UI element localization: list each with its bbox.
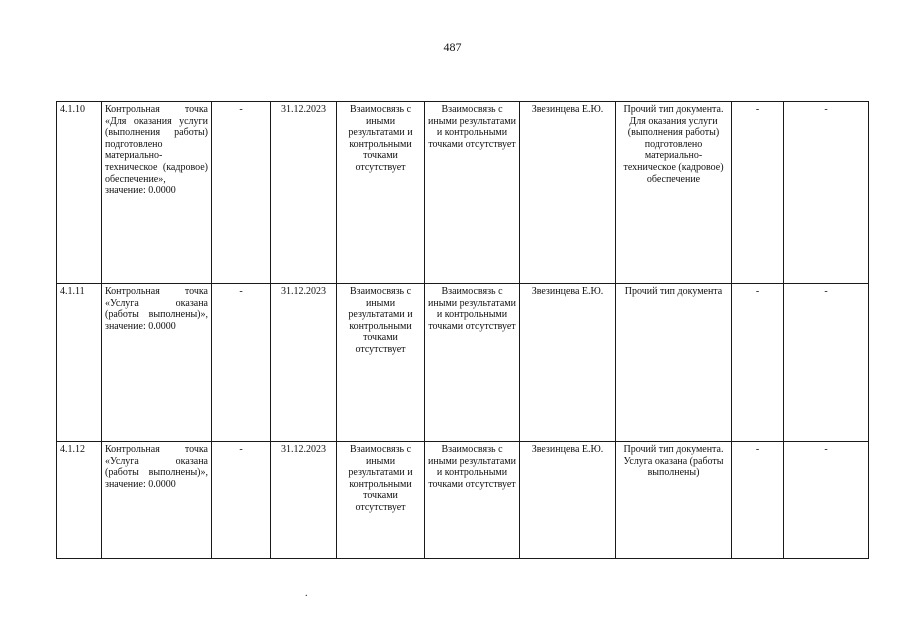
relation-next: Взаимосвязь с иными результатами и контрольными точками отсутствует xyxy=(425,102,520,284)
empty-value: - xyxy=(784,102,869,284)
page-number: 487 xyxy=(443,40,462,54)
due-date: 31.12.2023 xyxy=(271,442,337,559)
control-point-name: Контрольная точка «Услуга оказана (работы выполнены)», значение: 0.0000 xyxy=(102,284,212,442)
empty-value: - xyxy=(212,284,271,442)
relation-previous: Взаимосвязь с иными результатами и контрольными точками отсутствует xyxy=(337,442,425,559)
due-date: 31.12.2023 xyxy=(271,102,337,284)
responsible-person: Звезинцева Е.Ю. xyxy=(520,102,616,284)
responsible-person: Звезинцева Е.Ю. xyxy=(520,284,616,442)
relation-next: Взаимосвязь с иными результатами и контрольными точками отсутствует xyxy=(425,442,520,559)
due-date: 31.12.2023 xyxy=(271,284,337,442)
relation-next: Взаимосвязь с иными результатами и контрольными точками отсутствует xyxy=(425,284,520,442)
control-points-table xyxy=(56,101,869,559)
document-type: Прочий тип документа. Услуга оказана (работы выполнены) xyxy=(616,442,732,559)
relation-previous: Взаимосвязь с иными результатами и контрольными точками отсутствует xyxy=(337,284,425,442)
table-row xyxy=(57,284,869,442)
stray-mark: . xyxy=(305,588,308,599)
row-number: 4.1.11 xyxy=(57,284,102,442)
empty-value: - xyxy=(732,442,784,559)
table-row xyxy=(57,102,869,284)
control-point-name: Контрольная точка «Услуга оказана (работы выполнены)», значение: 0.0000 xyxy=(102,442,212,559)
empty-value: - xyxy=(732,102,784,284)
empty-value: - xyxy=(784,442,869,559)
empty-value: - xyxy=(212,442,271,559)
relation-previous: Взаимосвязь с иными результатами и контрольными точками отсутствует xyxy=(337,102,425,284)
empty-value: - xyxy=(732,284,784,442)
empty-value: - xyxy=(784,284,869,442)
row-number: 4.1.10 xyxy=(57,102,102,284)
table-row xyxy=(57,442,869,559)
document-type: Прочий тип документа. Для оказания услуги (выполнения работы) подготовлено материально-техническое (кадровое) обеспечение xyxy=(616,102,732,284)
responsible-person: Звезинцева Е.Ю. xyxy=(520,442,616,559)
empty-value: - xyxy=(212,102,271,284)
row-number: 4.1.12 xyxy=(57,442,102,559)
document-type: Прочий тип документа xyxy=(616,284,732,442)
control-point-name: Контрольная точка «Для оказания услуги (выполнения работы) подготовлено материально-техническое (кадровое) обеспечение», значение: 0.0000 xyxy=(102,102,212,284)
